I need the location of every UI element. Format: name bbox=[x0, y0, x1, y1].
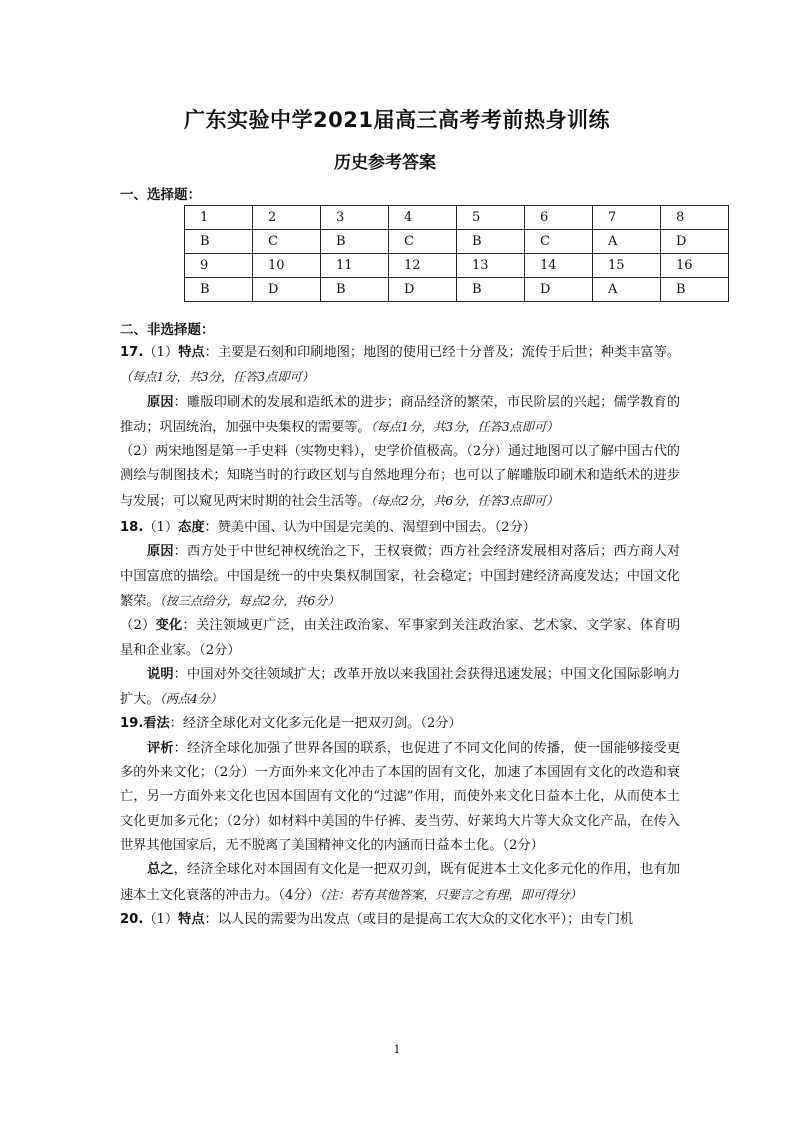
score-note: （按三点给分，每点2分，共6分） bbox=[159, 593, 340, 608]
q19-analysis: 评析：经济全球化加强了世界各国的联系，也促进了不同文化间的传播，使一国能够接受更多的外来文化；（2分）一方面外来文化冲击了本国的固有文化，加速了本国固有文化的改造和衰亡，另一方面外来文化也因本国固有文化的“过滤”作用，而使外来文化日益本土化，从而使本土文化更加多元化；（2分）如材料中美国的牛仔裤、麦当劳、好莱坞大片等大众文化产品，在传入世界其他国家后，无不脱离了美国精神文化的内涵而日益本土化。（2分） bbox=[120, 740, 681, 853]
page-title: 广东实验中学2021届高三高考考前热身训练 bbox=[184, 108, 610, 132]
table-cell: 5 bbox=[457, 206, 525, 230]
table-cell: A bbox=[593, 278, 661, 302]
table-row bbox=[185, 254, 729, 278]
table-cell: 8 bbox=[661, 206, 729, 230]
table-cell: 16 bbox=[661, 254, 729, 278]
table-cell: B bbox=[185, 278, 253, 302]
answer-label: 评析 bbox=[147, 740, 174, 756]
q19-summary: 总之，经济全球化对本国固有文化是一把双刃剑，既有促进本土文化多元化的作用，也有加速本土文化衰落的冲击力。（4分）（注：若有其他答案，只要言之有理，即可得分） bbox=[120, 862, 681, 903]
section-heading-nonchoice: 二、非选择题： bbox=[120, 322, 215, 338]
answer-label: 看法 bbox=[143, 716, 170, 732]
section-heading-choice: 一、选择题： bbox=[120, 187, 201, 203]
table-cell: 11 bbox=[321, 254, 389, 278]
score-note: （每点1分，共3分，任答3点即可） bbox=[120, 370, 314, 385]
table-cell: D bbox=[389, 278, 457, 302]
table-cell: 12 bbox=[389, 254, 457, 278]
q18-reason: 原因：西方处于中世纪神权统治之下，王权衰微；西方社会经济发展相对落后；西方商人对中国富庶的描绘。中国是统一的中央集权制国家，社会稳定；中国封建经济高度发达；中国文化繁荣。（按三点给分，每点2分，共6分） bbox=[120, 544, 681, 609]
q18-part2: （2）变化：关注领域更广泛，由关注政治家、军事家到关注政治家、艺术家、文学家、体育明星和企业家。（2分） bbox=[120, 618, 681, 658]
q18-part1: 18.（1）态度：赞美中国、认为中国是完美的、渴望到中国去。（2分） bbox=[120, 520, 536, 536]
answer-table bbox=[184, 205, 729, 302]
table-cell: C bbox=[253, 230, 321, 254]
table-cell: 1 bbox=[185, 206, 253, 230]
table-cell: B bbox=[457, 230, 525, 254]
table-row bbox=[185, 278, 729, 302]
table-cell: C bbox=[389, 230, 457, 254]
table-cell: 15 bbox=[593, 254, 661, 278]
q17-reason: 原因：雕版印刷术的发展和造纸术的进步；商品经济的繁荣，市民阶层的兴起；儒学教育的推动；巩固统治，加强中央集权的需要等。（每点1分，共3分，任答3点即可） bbox=[120, 394, 681, 435]
answer-label: 总之 bbox=[147, 862, 174, 878]
table-cell: D bbox=[661, 230, 729, 254]
score-note: （每点1分，共3分，任答3点即可） bbox=[370, 419, 559, 434]
table-cell: B bbox=[321, 278, 389, 302]
question-number: 19. bbox=[120, 716, 144, 732]
table-cell: 6 bbox=[525, 206, 593, 230]
table-cell: 14 bbox=[525, 254, 593, 278]
table-cell: B bbox=[321, 230, 389, 254]
answer-label: 原因 bbox=[147, 544, 174, 560]
answer-label: 变化 bbox=[155, 618, 183, 634]
table-cell: 2 bbox=[253, 206, 321, 230]
table-cell: B bbox=[661, 278, 729, 302]
page-number: 1 bbox=[393, 1043, 401, 1056]
answer-label: 说明 bbox=[147, 666, 174, 682]
table-cell: D bbox=[253, 278, 321, 302]
table-cell: 10 bbox=[253, 254, 321, 278]
table-cell: 3 bbox=[321, 206, 389, 230]
q20-part1: 20.（1）特点：以人民的需要为出发点（或目的是提高工农大众的文化水平）；由专门机 bbox=[120, 911, 634, 927]
table-cell: 7 bbox=[593, 206, 661, 230]
table-row bbox=[185, 206, 729, 230]
score-note: （注：若有其他答案，只要言之有理，即可得分） bbox=[319, 887, 582, 902]
question-number: 18. bbox=[120, 520, 144, 536]
q19-view: 19.看法：经济全球化对文化多元化是一把双刃剑。（2分） bbox=[120, 716, 462, 732]
table-cell: B bbox=[457, 278, 525, 302]
q18-explain: 说明：中国对外交往领域扩大；改革开放以来我国社会获得迅速发展；中国文化国际影响力扩大。（两点4分） bbox=[120, 666, 681, 708]
page-subtitle: 历史参考答案 bbox=[334, 153, 436, 173]
answer-body bbox=[120, 341, 680, 932]
answer-label: 特点 bbox=[178, 345, 205, 360]
table-cell: A bbox=[593, 230, 661, 254]
table-cell: D bbox=[525, 278, 593, 302]
score-note: （两点4分） bbox=[159, 692, 223, 707]
table-cell: 4 bbox=[389, 206, 457, 230]
question-number: 20. bbox=[120, 911, 144, 927]
question-number: 17. bbox=[120, 345, 144, 360]
table-row bbox=[185, 230, 729, 254]
answer-label: 原因 bbox=[147, 394, 174, 410]
table-cell: B bbox=[185, 230, 253, 254]
table-cell: 13 bbox=[457, 254, 525, 278]
score-note: （每点2分，共6分，任答3点即可） bbox=[370, 493, 559, 508]
answer-label: 特点 bbox=[178, 911, 205, 927]
q17-part1: 17.（1）特点：主要是石刻和印刷地图；地图的使用已经十分普及；流传于后世；种类丰富等。（每点1分，共3分，任答3点即可） bbox=[120, 345, 681, 385]
answer-label: 态度 bbox=[178, 520, 205, 536]
table-cell: C bbox=[525, 230, 593, 254]
table-cell: 9 bbox=[185, 254, 253, 278]
q17-part2: （2）两宋地图是第一手史料（实物史料），史学价值极高。（2分）通过地图可以了解中国古代的测绘与制图技术；知晓当时的行政区划与自然地理分布；也可以了解雕版印刷术和造纸术的进步与发展；可以窥见两宋时期的社会生活等。（每点2分，共6分，任答3点即可） bbox=[120, 444, 680, 509]
